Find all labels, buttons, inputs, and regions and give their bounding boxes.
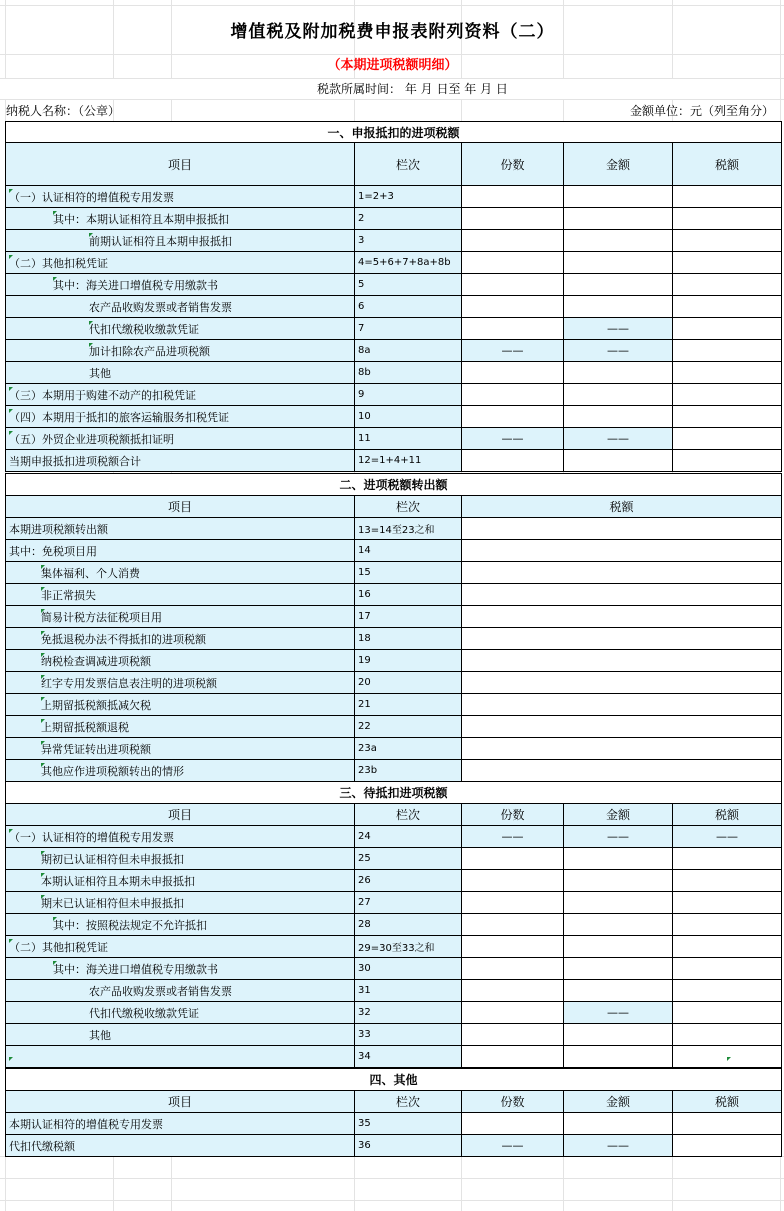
disabled-cell: —— — [673, 826, 782, 848]
col-header-amount: 金额 — [564, 804, 673, 826]
input-cell[interactable] — [673, 384, 782, 406]
input-cell[interactable] — [564, 936, 673, 958]
col-header-code: 栏次 — [355, 143, 462, 186]
table-row — [6, 958, 782, 980]
table-row — [6, 584, 782, 606]
row-item: 上期留抵税额退税 — [6, 716, 355, 738]
input-cell[interactable] — [462, 296, 564, 318]
section-1-table — [5, 121, 782, 472]
row-code: 17 — [355, 606, 462, 628]
table-row — [6, 936, 782, 958]
page-subtitle: （本期进项税额明细） — [327, 58, 458, 73]
table-row — [6, 518, 782, 540]
input-cell[interactable] — [564, 362, 673, 384]
input-cell[interactable] — [564, 1024, 673, 1046]
row-code: 35 — [355, 1113, 462, 1135]
input-cell[interactable] — [462, 870, 564, 892]
input-cell[interactable] — [564, 384, 673, 406]
disabled-cell: —— — [462, 428, 564, 450]
input-cell[interactable] — [462, 518, 782, 540]
input-cell[interactable] — [462, 362, 564, 384]
row-code: 8a — [355, 340, 462, 362]
row-item: 其中：海关进口增值税专用缴款书 — [6, 958, 355, 980]
row-item: 其中：海关进口增值税专用缴款书 — [6, 274, 355, 296]
input-cell[interactable] — [673, 1024, 782, 1046]
row-item: 其他 — [6, 1024, 355, 1046]
row-code: 14 — [355, 540, 462, 562]
input-cell[interactable] — [673, 252, 782, 274]
table-row — [6, 738, 782, 760]
col-header-code: 栏次 — [355, 496, 462, 518]
table-row — [6, 406, 782, 428]
table-row — [6, 870, 782, 892]
table-row — [6, 186, 782, 208]
row-code: 28 — [355, 914, 462, 936]
row-item: 上期留抵税额抵减欠税 — [6, 694, 355, 716]
col-header-tax: 税额 — [673, 143, 782, 186]
row-code: 20 — [355, 672, 462, 694]
input-cell[interactable] — [673, 1113, 782, 1135]
col-header-item: 项目 — [6, 496, 355, 518]
col-header-tax: 税额 — [673, 1091, 782, 1113]
table-row — [6, 450, 782, 472]
row-item: （一）认证相符的增值税专用发票 — [6, 186, 355, 208]
table-row — [6, 384, 782, 406]
input-cell[interactable] — [673, 230, 782, 252]
input-cell[interactable] — [673, 274, 782, 296]
section-3-heading: 三、待抵扣进项税额 — [6, 782, 782, 804]
input-cell[interactable] — [462, 628, 782, 650]
col-header-code: 栏次 — [355, 1091, 462, 1113]
table-row — [6, 208, 782, 230]
row-item: （四）本期用于抵扣的旅客运输服务扣税凭证 — [6, 406, 355, 428]
row-code: 31 — [355, 980, 462, 1002]
col-header-item: 项目 — [6, 804, 355, 826]
input-cell[interactable] — [673, 318, 782, 340]
row-code: 4=5+6+7+8a+8b — [355, 252, 462, 274]
row-code: 5 — [355, 274, 462, 296]
input-cell[interactable] — [564, 186, 673, 208]
input-cell[interactable] — [564, 296, 673, 318]
row-item: 集体福利、个人消费 — [6, 562, 355, 584]
input-cell[interactable] — [462, 738, 782, 760]
row-code: 22 — [355, 716, 462, 738]
disabled-cell: —— — [564, 826, 673, 848]
row-item: 代扣代缴税额 — [6, 1135, 355, 1157]
row-item: 代扣代缴税收缴款凭证 — [6, 318, 355, 340]
row-item: 农产品收购发票或者销售发票 — [6, 296, 355, 318]
input-cell[interactable] — [564, 252, 673, 274]
row-code: 25 — [355, 848, 462, 870]
row-item: 简易计税方法征税项目用 — [6, 606, 355, 628]
disabled-cell: —— — [564, 1135, 673, 1157]
row-code: 30 — [355, 958, 462, 980]
input-cell[interactable] — [673, 450, 782, 472]
row-item: 其中：免税项目用 — [6, 540, 355, 562]
table-row — [6, 318, 782, 340]
input-cell[interactable] — [462, 848, 564, 870]
input-cell[interactable] — [462, 186, 564, 208]
input-cell[interactable] — [564, 892, 673, 914]
input-cell[interactable] — [462, 672, 782, 694]
input-cell[interactable] — [564, 848, 673, 870]
page-title: 增值税及附加税费申报表附列资料（二） — [230, 22, 555, 42]
table-row — [6, 340, 782, 362]
table-row — [6, 252, 782, 274]
input-cell[interactable] — [462, 958, 564, 980]
section-2-table — [5, 473, 782, 782]
section-4-heading: 四、其他 — [6, 1069, 782, 1091]
input-cell[interactable] — [673, 870, 782, 892]
disabled-cell: —— — [564, 1002, 673, 1024]
row-item: （五）外贸企业进项税额抵扣证明 — [6, 428, 355, 450]
row-code: 26 — [355, 870, 462, 892]
col-header-tax: 税额 — [673, 804, 782, 826]
row-code: 11 — [355, 428, 462, 450]
row-item: 本期进项税额转出额 — [6, 518, 355, 540]
row-code: 27 — [355, 892, 462, 914]
table-row — [6, 606, 782, 628]
table-row — [6, 296, 782, 318]
input-cell[interactable] — [564, 1113, 673, 1135]
input-cell[interactable] — [462, 208, 564, 230]
table-row — [6, 562, 782, 584]
table-row — [6, 540, 782, 562]
input-cell[interactable] — [673, 340, 782, 362]
input-cell[interactable] — [462, 760, 782, 782]
input-cell[interactable] — [462, 1002, 564, 1024]
input-cell[interactable] — [673, 296, 782, 318]
col-header-code: 栏次 — [355, 804, 462, 826]
input-cell[interactable] — [564, 870, 673, 892]
row-code: 16 — [355, 584, 462, 606]
disabled-cell: —— — [462, 340, 564, 362]
row-item: 农产品收购发票或者销售发票 — [6, 980, 355, 1002]
amount-unit-label: 金额单位：元（列至角分） — [629, 104, 774, 118]
input-cell[interactable] — [673, 208, 782, 230]
input-cell[interactable] — [564, 406, 673, 428]
input-cell[interactable] — [462, 1024, 564, 1046]
col-header-count: 份数 — [462, 143, 564, 186]
row-item: 红字专用发票信息表注明的进项税额 — [6, 672, 355, 694]
table-row — [6, 428, 782, 450]
col-header-count: 份数 — [462, 804, 564, 826]
input-cell[interactable] — [462, 936, 564, 958]
table-row — [6, 914, 782, 936]
row-code: 15 — [355, 562, 462, 584]
input-cell[interactable] — [462, 562, 782, 584]
row-item: 前期认证相符且本期申报抵扣 — [6, 230, 355, 252]
input-cell[interactable] — [462, 274, 564, 296]
row-item — [6, 1046, 355, 1068]
row-code: 23b — [355, 760, 462, 782]
input-cell[interactable] — [673, 936, 782, 958]
disabled-cell: —— — [564, 340, 673, 362]
row-item: 期末已认证相符但未申报抵扣 — [6, 892, 355, 914]
col-header-amount: 金额 — [564, 143, 673, 186]
table-row — [6, 760, 782, 782]
row-item: 其他应作进项税额转出的情形 — [6, 760, 355, 782]
input-cell[interactable] — [462, 980, 564, 1002]
input-cell[interactable] — [564, 274, 673, 296]
table-row — [6, 980, 782, 1002]
row-item: （二）其他扣税凭证 — [6, 936, 355, 958]
row-item: 其中：按照税法规定不允许抵扣 — [6, 914, 355, 936]
input-cell[interactable] — [564, 450, 673, 472]
input-cell[interactable] — [673, 1135, 782, 1157]
row-item: 加计扣除农产品进项税额 — [6, 340, 355, 362]
input-cell[interactable] — [462, 1113, 564, 1135]
table-row — [6, 628, 782, 650]
row-code: 7 — [355, 318, 462, 340]
section-1-heading: 一、申报抵扣的进项税额 — [6, 122, 782, 143]
row-code: 18 — [355, 628, 462, 650]
input-cell[interactable] — [673, 1046, 782, 1068]
table-row — [6, 848, 782, 870]
row-code: 13=14至23之和 — [355, 518, 462, 540]
input-cell[interactable] — [462, 540, 782, 562]
input-cell[interactable] — [462, 914, 564, 936]
row-item: 代扣代缴税收缴款凭证 — [6, 1002, 355, 1024]
table-row — [6, 1002, 782, 1024]
input-cell[interactable] — [673, 914, 782, 936]
row-code: 2 — [355, 208, 462, 230]
input-cell[interactable] — [462, 318, 564, 340]
input-cell[interactable] — [462, 650, 782, 672]
row-code: 3 — [355, 230, 462, 252]
input-cell[interactable] — [564, 208, 673, 230]
input-cell[interactable] — [564, 914, 673, 936]
row-item: （三）本期用于购建不动产的扣税凭证 — [6, 384, 355, 406]
disabled-cell: —— — [462, 1135, 564, 1157]
table-row — [6, 892, 782, 914]
input-cell[interactable] — [673, 406, 782, 428]
input-cell[interactable] — [462, 694, 782, 716]
row-item: 本期认证相符的增值税专用发票 — [6, 1113, 355, 1135]
input-cell[interactable] — [673, 362, 782, 384]
table-row — [6, 1113, 782, 1135]
input-cell[interactable] — [673, 980, 782, 1002]
disabled-cell: —— — [564, 318, 673, 340]
row-item: 当期申报抵扣进项税额合计 — [6, 450, 355, 472]
row-code: 34 — [355, 1046, 462, 1068]
input-cell[interactable] — [462, 384, 564, 406]
input-cell[interactable] — [462, 716, 782, 738]
input-cell[interactable] — [673, 958, 782, 980]
input-cell[interactable] — [673, 892, 782, 914]
col-header-count: 份数 — [462, 1091, 564, 1113]
row-item: 其中：本期认证相符且本期申报抵扣 — [6, 208, 355, 230]
table-row — [6, 672, 782, 694]
section-2-heading: 二、进项税额转出额 — [6, 474, 782, 496]
row-item: （二）其他扣税凭证 — [6, 252, 355, 274]
disabled-cell: —— — [564, 428, 673, 450]
table-row — [6, 1135, 782, 1157]
row-code: 1=2+3 — [355, 186, 462, 208]
input-cell[interactable] — [462, 606, 782, 628]
row-item: 免抵退税办法不得抵扣的进项税额 — [6, 628, 355, 650]
taxpayer-name-label: 纳税人名称：（公章） — [6, 104, 121, 118]
input-cell[interactable] — [673, 1002, 782, 1024]
row-code: 12=1+4+11 — [355, 450, 462, 472]
row-code: 8b — [355, 362, 462, 384]
input-cell[interactable] — [564, 980, 673, 1002]
col-header-item: 项目 — [6, 1091, 355, 1113]
input-cell[interactable] — [673, 848, 782, 870]
row-code: 36 — [355, 1135, 462, 1157]
row-item: 非正常损失 — [6, 584, 355, 606]
section-3-table — [5, 781, 782, 1068]
row-item: 其他 — [6, 362, 355, 384]
row-code: 21 — [355, 694, 462, 716]
col-header-amount: 金额 — [564, 1091, 673, 1113]
table-row — [6, 650, 782, 672]
input-cell[interactable] — [564, 230, 673, 252]
table-row — [6, 826, 782, 848]
table-row — [6, 694, 782, 716]
table-row — [6, 230, 782, 252]
input-cell[interactable] — [462, 450, 564, 472]
table-row — [6, 716, 782, 738]
row-code: 29=30至33之和 — [355, 936, 462, 958]
input-cell[interactable] — [673, 186, 782, 208]
table-row — [6, 362, 782, 384]
tax-period-label: 税款所属时间： 年 月 日至 年 月 日 — [5, 79, 780, 99]
col-header-tax: 税额 — [462, 496, 782, 518]
col-header-item: 项目 — [6, 143, 355, 186]
row-code: 33 — [355, 1024, 462, 1046]
row-item: 纳税检查调减进项税额 — [6, 650, 355, 672]
section-4-table — [5, 1068, 782, 1157]
input-cell[interactable] — [462, 406, 564, 428]
row-item: 本期认证相符且本期未申报抵扣 — [6, 870, 355, 892]
table-row — [6, 1024, 782, 1046]
input-cell[interactable] — [462, 584, 782, 606]
input-cell[interactable] — [462, 892, 564, 914]
row-code: 19 — [355, 650, 462, 672]
input-cell[interactable] — [564, 1046, 673, 1068]
row-item: 期初已认证相符但未申报抵扣 — [6, 848, 355, 870]
disabled-cell: —— — [462, 826, 564, 848]
table-row — [6, 1046, 782, 1068]
input-cell[interactable] — [462, 1046, 564, 1068]
table-row — [6, 274, 782, 296]
row-code: 10 — [355, 406, 462, 428]
row-item: 异常凭证转出进项税额 — [6, 738, 355, 760]
row-code: 24 — [355, 826, 462, 848]
row-item: （一）认证相符的增值税专用发票 — [6, 826, 355, 848]
row-code: 9 — [355, 384, 462, 406]
row-code: 32 — [355, 1002, 462, 1024]
input-cell[interactable] — [673, 428, 782, 450]
input-cell[interactable] — [564, 958, 673, 980]
row-code: 23a — [355, 738, 462, 760]
input-cell[interactable] — [462, 230, 564, 252]
row-code: 6 — [355, 296, 462, 318]
input-cell[interactable] — [462, 252, 564, 274]
